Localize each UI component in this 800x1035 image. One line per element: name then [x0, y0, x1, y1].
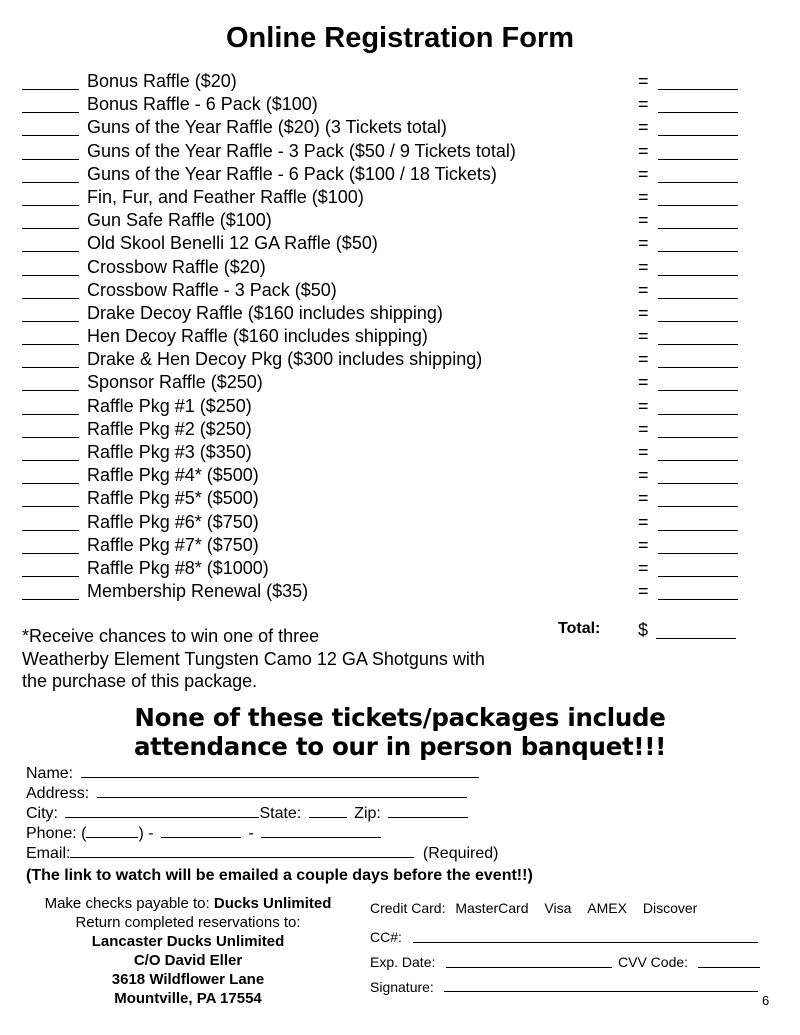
credit-card-label: Credit Card:: [370, 900, 446, 916]
raffle-item-row: [22, 395, 742, 418]
amount-field[interactable]: [658, 143, 738, 160]
cc-number-label: CC#:: [370, 929, 402, 945]
total-label: Total:: [558, 620, 601, 637]
quantity-field[interactable]: [22, 143, 79, 160]
quantity-field[interactable]: [22, 212, 79, 229]
raffle-item-row: [22, 557, 742, 580]
raffle-item-label: Bonus Raffle ($20): [87, 71, 237, 91]
equals-sign: =: [638, 488, 649, 509]
raffle-item-row: [22, 279, 742, 302]
zip-field[interactable]: [388, 803, 468, 818]
amount-field[interactable]: [658, 96, 738, 113]
quantity-field[interactable]: [22, 328, 79, 345]
amount-field[interactable]: [658, 235, 738, 252]
footnote: [22, 625, 582, 693]
raffle-item-label: Raffle Pkg #3 ($350): [87, 442, 252, 462]
quantity-field[interactable]: [22, 96, 79, 113]
address-label: Address:: [26, 785, 90, 802]
name-label: Name:: [26, 765, 74, 782]
mailing-care-of: C/O David Eller: [133, 952, 243, 969]
cvv-label: CVV Code:: [618, 954, 689, 970]
raffle-item-label: Gun Safe Raffle ($100): [87, 210, 272, 231]
raffle-item-label: Crossbow Raffle - 3 Pack ($50): [87, 279, 337, 300]
quantity-field[interactable]: [22, 560, 79, 577]
equals-sign: =: [638, 534, 649, 555]
raffle-item-row: [22, 93, 742, 116]
mailing-info: [18, 894, 358, 1008]
raffle-item-row: [22, 487, 742, 510]
quantity-field[interactable]: [22, 189, 79, 206]
equals-sign: =: [638, 94, 649, 115]
quantity-field[interactable]: [22, 583, 79, 600]
raffle-item-label: Crossbow Raffle ($20): [87, 256, 266, 277]
phone-separator-1: ) -: [138, 825, 154, 842]
raffle-item-label: Raffle Pkg #6* ($750): [87, 511, 259, 532]
amount-field[interactable]: [658, 73, 738, 90]
amount-field[interactable]: [658, 490, 738, 507]
quantity-field[interactable]: [22, 374, 79, 391]
equals-sign: =: [638, 117, 649, 138]
raffle-item-label: Raffle Pkg #4* ($500): [87, 465, 259, 486]
city-field[interactable]: [65, 803, 259, 818]
raffle-item-row: [22, 116, 742, 139]
amount-field[interactable]: [658, 560, 738, 577]
signature-label: Signature:: [370, 979, 434, 995]
amount-field[interactable]: [658, 259, 738, 276]
equals-sign: =: [638, 302, 649, 323]
raffle-item-row: [22, 302, 742, 325]
raffle-item-label: Fin, Fur, and Feather Raffle ($100): [87, 186, 364, 207]
email-label: Email:: [26, 845, 71, 862]
amount-field[interactable]: [658, 166, 738, 183]
total-currency: $: [638, 620, 649, 640]
raffle-item-row: [22, 348, 742, 371]
quantity-field[interactable]: [22, 490, 79, 507]
amount-field[interactable]: [658, 351, 738, 368]
address-field[interactable]: [97, 783, 467, 798]
amount-field[interactable]: [658, 374, 738, 391]
total-amount-field[interactable]: [656, 622, 736, 639]
raffle-item-label: Raffle Pkg #2 ($250): [87, 418, 252, 439]
equals-sign: =: [638, 465, 649, 486]
cc-number-field[interactable]: [413, 929, 758, 943]
raffle-item-label: Old Skool Benelli 12 GA Raffle ($50): [87, 233, 378, 254]
raffle-item-row: [22, 511, 742, 534]
raffle-item-row: [22, 418, 742, 441]
name-field[interactable]: [81, 763, 479, 778]
quantity-field[interactable]: [22, 444, 79, 461]
card-type-discover[interactable]: Discover: [642, 900, 698, 916]
equals-sign: =: [638, 71, 649, 91]
equals-sign: =: [638, 186, 649, 207]
raffle-item-row: [22, 464, 742, 487]
equals-sign: =: [638, 163, 649, 184]
city-label: City:: [26, 805, 58, 822]
phone-line-field[interactable]: [261, 823, 381, 838]
mailing-org: Lancaster Ducks Unlimited: [91, 933, 285, 950]
raffle-item-label: Sponsor Raffle ($250): [87, 372, 263, 393]
raffle-item-row: [22, 140, 742, 163]
quantity-field[interactable]: [22, 467, 79, 484]
raffle-item-label: Raffle Pkg #5* ($500): [87, 488, 259, 509]
quantity-field[interactable]: [22, 235, 79, 252]
footnote-line-2: Weatherby Element Tungsten Camo 12 GA Shotguns with: [22, 648, 485, 669]
mailing-street: 3618 Wildflower Lane: [111, 971, 265, 988]
equals-sign: =: [638, 557, 649, 578]
raffle-item-row: [22, 232, 742, 255]
raffle-item-label: Guns of the Year Raffle - 6 Pack ($100 / 18 Tickets): [87, 163, 497, 184]
card-type-amex[interactable]: AMEX: [587, 900, 627, 916]
raffle-item-label: Drake Decoy Raffle ($160 includes shipping): [87, 302, 443, 323]
return-line: Return completed reservations to:: [75, 914, 301, 931]
raffle-item-label: Hen Decoy Raffle ($160 includes shipping): [87, 326, 428, 347]
equals-sign: =: [638, 256, 649, 277]
exp-date-field[interactable]: [446, 954, 612, 968]
equals-sign: =: [638, 395, 649, 416]
amount-field[interactable]: [658, 119, 738, 136]
quantity-field[interactable]: [22, 537, 79, 554]
raffle-item-label: Bonus Raffle - 6 Pack ($100): [87, 94, 318, 115]
raffle-item-label: Membership Renewal ($35): [87, 581, 309, 602]
checks-prefix: Make checks payable to:: [44, 895, 210, 912]
amount-field[interactable]: [658, 537, 738, 554]
quantity-field[interactable]: [22, 398, 79, 415]
raffle-item-label: Raffle Pkg #1 ($250): [87, 395, 252, 416]
amount-field[interactable]: [658, 189, 738, 206]
phone-label: Phone: (: [26, 825, 87, 842]
exp-date-label: Exp. Date:: [370, 954, 436, 970]
raffle-item-row: [22, 441, 742, 464]
signature-field[interactable]: [444, 978, 758, 992]
raffle-item-row: [22, 70, 742, 93]
equals-sign: =: [638, 233, 649, 254]
equals-sign: =: [638, 279, 649, 300]
raffle-item-row: [22, 163, 742, 186]
card-type-visa[interactable]: Visa: [544, 900, 572, 916]
raffle-item-label: Raffle Pkg #7* ($750): [87, 534, 259, 555]
amount-field[interactable]: [658, 467, 738, 484]
raffle-item-row: [22, 371, 742, 394]
amount-field[interactable]: [658, 305, 738, 322]
footnote-line-3: the purchase of this package.: [22, 671, 258, 691]
raffle-item-row: [22, 580, 742, 603]
amount-field[interactable]: [658, 421, 738, 438]
page-number: 6: [762, 993, 770, 1008]
mailing-city-state: Mountville, PA 17554: [114, 990, 262, 1007]
email-required-note: (Required): [422, 845, 499, 862]
banner-line-2: attendance to our in person banquet!!!: [133, 732, 667, 761]
equals-sign: =: [638, 418, 649, 439]
raffle-item-row: [22, 534, 742, 557]
quantity-field[interactable]: [22, 166, 79, 183]
amount-field[interactable]: [658, 514, 738, 531]
amount-field[interactable]: [658, 398, 738, 415]
quantity-field[interactable]: [22, 119, 79, 136]
link-note: (The link to watch will be emailed a couple days before the event!!): [26, 867, 533, 884]
quantity-field[interactable]: [22, 73, 79, 90]
equals-sign: =: [638, 326, 649, 347]
phone-area-code-field[interactable]: [86, 823, 138, 838]
phone-prefix-field[interactable]: [161, 823, 241, 838]
card-type-mastercard[interactable]: MasterCard: [455, 900, 529, 916]
amount-field[interactable]: [658, 444, 738, 461]
amount-field[interactable]: [658, 212, 738, 229]
raffle-item-row: [22, 325, 742, 348]
quantity-field[interactable]: [22, 282, 79, 299]
equals-sign: =: [638, 511, 649, 532]
raffle-item-row: [22, 256, 742, 279]
notice-banner: [0, 703, 800, 761]
checks-payee: Ducks Unlimited: [213, 895, 332, 912]
quantity-field[interactable]: [22, 514, 79, 531]
raffle-item-label: Raffle Pkg #8* ($1000): [87, 557, 269, 578]
email-field[interactable]: [70, 843, 414, 858]
raffle-item-list: [22, 70, 742, 603]
cvv-field[interactable]: [698, 954, 760, 968]
page-title: Online Registration Form: [225, 22, 575, 54]
quantity-field[interactable]: [22, 259, 79, 276]
raffle-item-label: Drake & Hen Decoy Pkg ($300 includes shipping): [87, 349, 483, 370]
equals-sign: =: [638, 140, 649, 161]
equals-sign: =: [638, 442, 649, 462]
quantity-field[interactable]: [22, 305, 79, 322]
contact-info: [26, 763, 499, 863]
amount-field[interactable]: [658, 328, 738, 345]
footnote-line-1: *Receive chances to win one of three: [22, 626, 320, 646]
equals-sign: =: [638, 372, 649, 393]
amount-field[interactable]: [658, 583, 738, 600]
amount-field[interactable]: [658, 282, 738, 299]
zip-label: Zip:: [354, 805, 381, 822]
raffle-item-label: Guns of the Year Raffle ($20) (3 Tickets total): [87, 117, 447, 138]
raffle-item-row: [22, 186, 742, 209]
quantity-field[interactable]: [22, 351, 79, 368]
equals-sign: =: [638, 210, 649, 231]
equals-sign: =: [638, 581, 649, 602]
state-field[interactable]: [309, 803, 347, 818]
banner-line-1: None of these tickets/packages include: [134, 703, 666, 732]
quantity-field[interactable]: [22, 421, 79, 438]
equals-sign: =: [638, 349, 649, 370]
raffle-item-row: [22, 209, 742, 232]
raffle-item-label: Guns of the Year Raffle - 3 Pack ($50 / 9 Tickets total): [87, 140, 516, 161]
state-label: State:: [259, 805, 302, 822]
phone-separator-2: -: [248, 825, 254, 842]
